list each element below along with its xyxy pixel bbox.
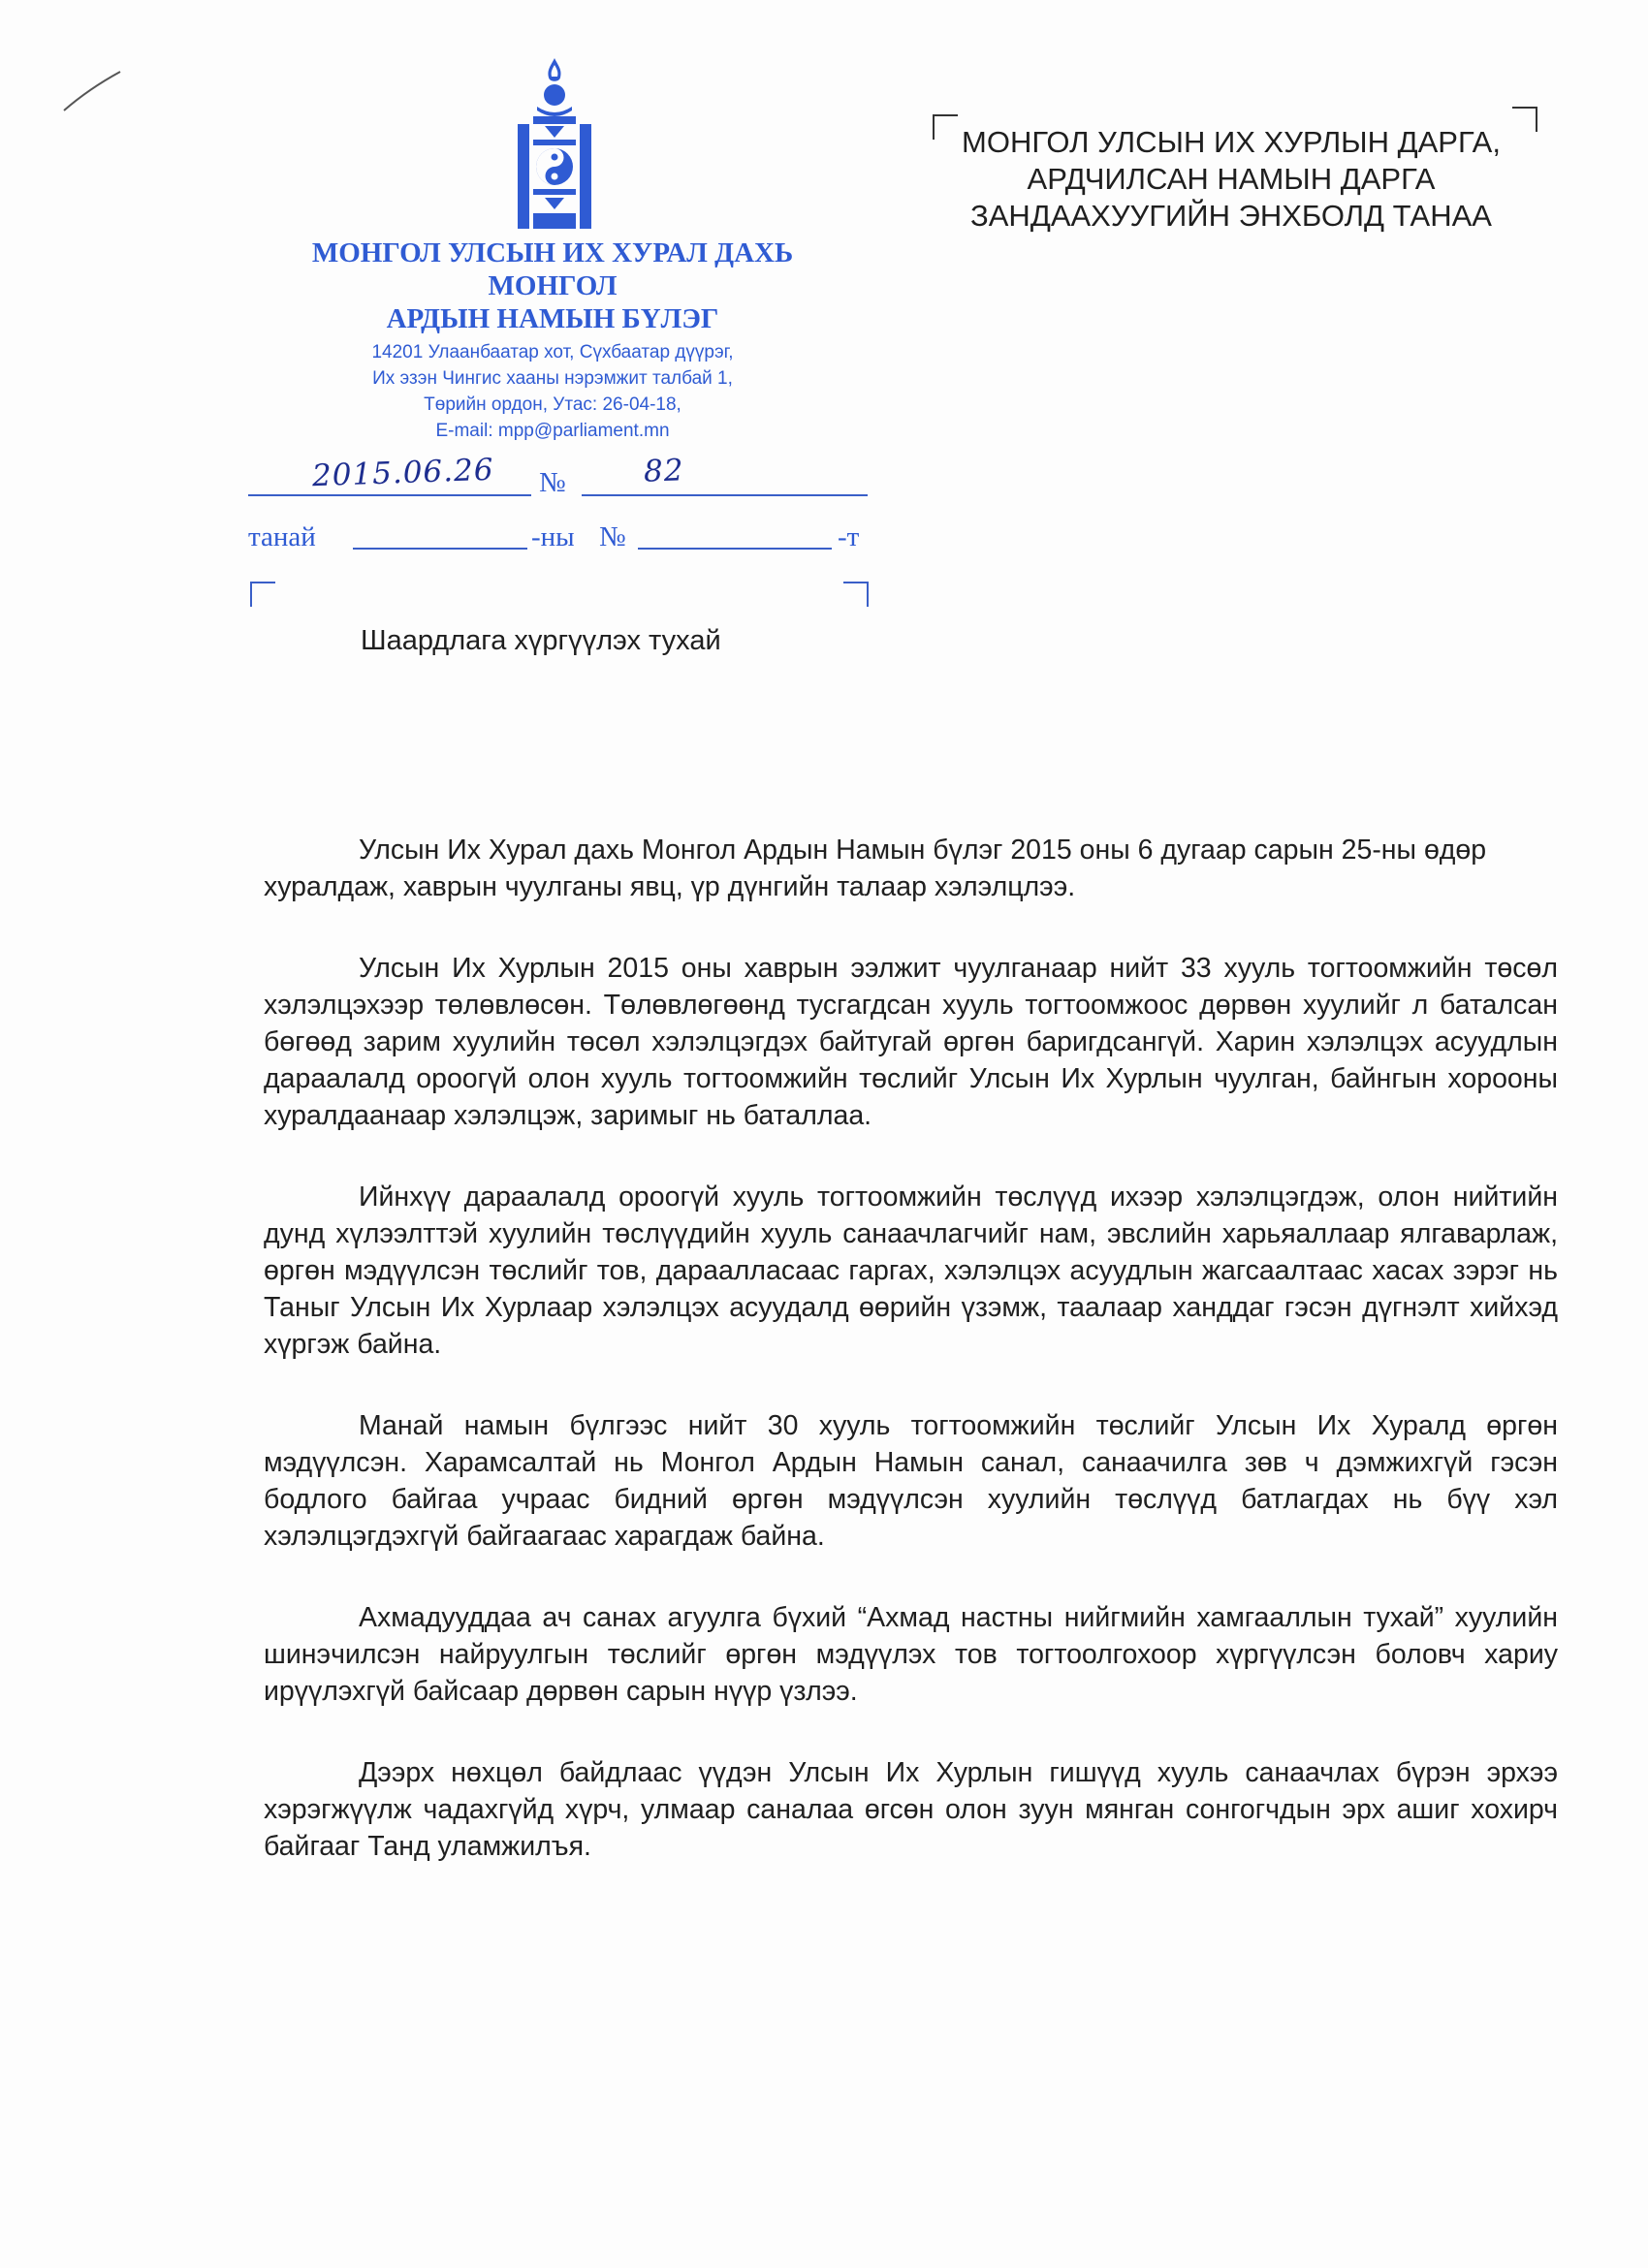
- number-line: [582, 494, 868, 496]
- addressee-line3: ЗАНДААХУУГИЙН ЭНХБОЛД ТАНАА: [970, 199, 1492, 233]
- subject-bracket-left: [250, 582, 275, 607]
- body-paragraph: Манай намын бүлгээс нийт 30 хууль тогтоомжийн төслийг Улсын Их Хуралд өргөн мэдүүлсэн. Харамсалтай нь Монгол Ардын Намын санал, санаачилга зөв ч дэмжихгүй гэсэн бодлого байгаа учраас бидний өргөн мэдүүлсэн хуулийн төслүүд батлагдах нь бүү хэл хэлэлцэгдэхгүй байгаагаас харагдаж байна.: [264, 1410, 1558, 1552]
- body-paragraph: Улсын Их Хурал дахь Монгол Ардын Намын бүлэг 2015 оны 6 дугаар сарын 25-ны өдөр хуралдаж, хаврын чуулганы явц, үр дүнгийн талаар хэлэлцлээ.: [264, 835, 1487, 902]
- body-paragraph: Ийнхүү дараалалд ороогүй хууль тогтоомжийн төслүүд ихээр хэлэлцэгдэж, олон нийтийн дунд хүлээлттэй хуулийн төслүүдийн хууль санаачлагчийг нам, эвслийн харьяаллаар ялгаварлаж, өргөн мэдүүлсэн төслийг тов, дараалласаас гаргах, хэлэлцэх асуудлын жагсаалтаас хасах зэрэг нь Таныг Улсын Их Хурлаар хэлэлцэх асуудалд өөрийн үзэмж, таалаар ханддаг гэсэн дүгнэлт хийхэд хүргэж байна.: [264, 1181, 1558, 1360]
- body-paragraph: Улсын Их Хурлын 2015 оны хаврын ээлжит чуулганаар нийт 33 хууль тогтоомжийн төсөл хэлэлцэхээр төлөвлөсөн. Төлөвлөгөөнд тусгагдсан хууль тогтоомжоос дөрвөн хуулийг л баталсан бөгөөд зарим хуулийн төсөл хэлэлцэгдэх байтугай өргөн баригдсангүй. Харин хэлэлцэх асуудлын дараалалд ороогүй олон хууль тогтоомжийн төслийг Улсын Их Хурлын чуулган, байнгын хорооны хуралдаанаар хэлэлцэж, заримыг нь баталлаа.: [264, 953, 1558, 1131]
- org-name-line1: МОНГОЛ УЛСЫН ИХ ХУРАЛ ДАХЬ: [311, 237, 794, 268]
- org-name-line2: МОНГОЛ: [488, 270, 618, 301]
- t-label: -т: [838, 521, 860, 552]
- pen-mark-icon: [60, 68, 124, 114]
- org-name-line3: АРДЫН НАМЫН БҮЛЭГ: [386, 303, 719, 334]
- number-label: №: [539, 467, 566, 498]
- date-line: [248, 494, 531, 496]
- letter-body: [264, 832, 1558, 1909]
- org-address: [252, 339, 853, 444]
- your-ref-number-line: [638, 548, 832, 550]
- address-line2: Их эзэн Чингис хааны нэрэмжит талбай 1,: [372, 368, 733, 389]
- soyombo-emblem-icon: [512, 56, 597, 233]
- addressee-line1: МОНГОЛ УЛСЫН ИХ ХУРЛЫН ДАРГА,: [962, 125, 1501, 159]
- body-paragraph: Ахмадууддаа ач санах агуулга бүхий “Ахмад настны нийгмийн хамгааллын тухай” хуулийн шинэчилсэн найруулгын төслийг өргөн мэдүүлэх тов тогтоолгохоор хүргүүлсэн боловч хариу ирүүлэхгүй байсаар дөрвөн сарын нүүр үзлээ.: [264, 1602, 1558, 1707]
- your-ref-date-line: [353, 548, 527, 550]
- address-email: E-mail: mpp@parliament.mn: [435, 421, 670, 441]
- ny-label: -ны: [531, 521, 575, 552]
- handwritten-number: 82: [643, 453, 685, 489]
- letter-subject: Шаардлага хүргүүлэх тухай: [361, 625, 721, 656]
- address-line1: 14201 Улаанбаатар хот, Сүхбаатар дүүрэг,: [371, 342, 734, 362]
- address-line3: Төрийн ордон, Утас: 26-04-18,: [424, 394, 681, 415]
- subject-bracket-right: [843, 582, 869, 607]
- your-no-label: №: [599, 521, 626, 552]
- body-paragraph: Дээрх нөхцөл байдлаас үүдэн Улсын Их Хурлын гишүүд хууль санаачлах бүрэн эрхээ хэрэгжүүлж чадахгүйд хүрч, улмаар саналаа өгсөн олон зуун мянган сонгогчдын эрх ашиг хохирч байгааг Танд уламжилъя.: [264, 1757, 1558, 1862]
- your-ref-label: танай: [248, 521, 316, 552]
- addressee-block: [940, 124, 1522, 235]
- addressee-line2: АРДЧИЛСАН НАМЫН ДАРГА: [1027, 162, 1436, 196]
- handwritten-date: 2015.06.26: [311, 452, 495, 494]
